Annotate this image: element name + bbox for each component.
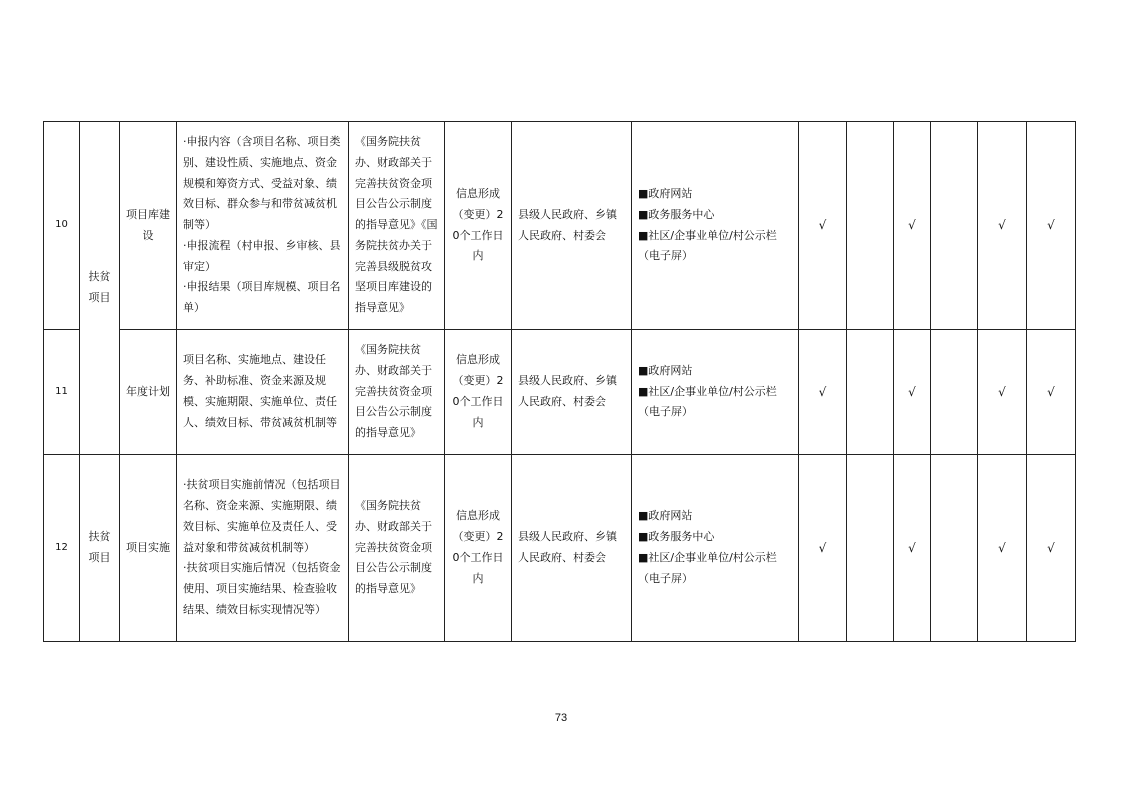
check-mark: √ xyxy=(978,330,1027,455)
check-mark: √ xyxy=(894,122,931,330)
item-cell: 年度计划 xyxy=(120,330,177,455)
item-cell: 项目实施 xyxy=(120,455,177,642)
content-cell xyxy=(177,455,349,642)
table-row xyxy=(44,455,1076,642)
time-cell: 信息形成（变更）20个工作日内 xyxy=(445,455,512,642)
row-number: 11 xyxy=(44,330,80,455)
channel-item: ■政府网站 xyxy=(638,363,693,377)
content-line: 项目名称、实施地点、建设任务、补助标准、资金来源及规模、实施期限、实施单位、责任人、绩效目标、带贫减贫机制等 xyxy=(183,353,337,429)
check-mark xyxy=(931,455,978,642)
check-mark: √ xyxy=(1027,455,1076,642)
subject-cell: 县级人民政府、乡镇人民政府、村委会 xyxy=(512,330,632,455)
table-row xyxy=(44,330,1076,455)
table-row xyxy=(44,122,1076,330)
basis-cell: 《国务院扶贫办、财政部关于完善扶贫资金项目公告公示制度的指导意见》 xyxy=(349,455,445,642)
check-mark: √ xyxy=(894,455,931,642)
subject-cell: 县级人民政府、乡镇人民政府、村委会 xyxy=(512,122,632,330)
channels-cell xyxy=(632,455,799,642)
content-cell xyxy=(177,330,349,455)
subject-cell: 县级人民政府、乡镇人民政府、村委会 xyxy=(512,455,632,642)
check-mark xyxy=(847,330,894,455)
time-cell: 信息形成（变更）20个工作日内 xyxy=(445,330,512,455)
channel-item: ■社区/企事业单位/村公示栏（电子屏） xyxy=(638,228,777,263)
content-line: ·扶贫项目实施前情况（包括项目名称、资金来源、实施期限、绩效目标、实施单位及责任人、受益对象和带贫减贫机制等） xyxy=(183,478,341,554)
check-mark: √ xyxy=(894,330,931,455)
check-mark: √ xyxy=(799,455,847,642)
content-cell xyxy=(177,122,349,330)
check-mark: √ xyxy=(978,122,1027,330)
channel-item: ■政务服务中心 xyxy=(638,207,715,221)
item-cell: 项目库建设 xyxy=(120,122,177,330)
basis-cell: 《国务院扶贫办、财政部关于完善扶贫资金项目公告公示制度的指导意见》《国务院扶贫办关于完善县级脱贫攻坚项目库建设的指导意见》 xyxy=(349,122,445,330)
content-line: ·申报结果（项目库规模、项目名单） xyxy=(183,280,341,315)
check-mark xyxy=(931,330,978,455)
category-cell: 扶贫项目 xyxy=(80,122,120,455)
category-cell: 扶贫项目 xyxy=(80,455,120,642)
channel-item: ■政府网站 xyxy=(638,509,693,523)
channels-cell xyxy=(632,122,799,330)
channels-cell xyxy=(632,330,799,455)
row-number: 10 xyxy=(44,122,80,330)
check-mark xyxy=(931,122,978,330)
check-mark: √ xyxy=(799,330,847,455)
page-number: 73 xyxy=(554,712,568,724)
disclosure-table xyxy=(43,121,1076,642)
check-mark xyxy=(847,455,894,642)
check-mark: √ xyxy=(1027,330,1076,455)
check-mark xyxy=(847,122,894,330)
content-line: ·申报内容（含项目名称、项目类别、建设性质、实施地点、资金规模和筹资方式、受益对象、绩效目标、群众参与和带贫减贫机制等） xyxy=(183,134,341,232)
check-mark: √ xyxy=(799,122,847,330)
check-mark: √ xyxy=(1027,122,1076,330)
time-cell: 信息形成（变更）20个工作日内 xyxy=(445,122,512,330)
channel-item: ■政府网站 xyxy=(638,186,693,200)
row-number: 12 xyxy=(44,455,80,642)
content-line: ·申报流程（村申报、乡审核、县审定） xyxy=(183,238,341,273)
basis-cell: 《国务院扶贫办、财政部关于完善扶贫资金项目公告公示制度的指导意见》 xyxy=(349,330,445,455)
check-mark: √ xyxy=(978,455,1027,642)
channel-item: ■政务服务中心 xyxy=(638,530,715,544)
channel-item: ■社区/企事业单位/村公示栏（电子屏） xyxy=(638,384,777,419)
content-line: ·扶贫项目实施后情况（包括资金使用、项目实施结果、检查验收结果、绩效目标实现情况等） xyxy=(183,561,341,616)
channel-item: ■社区/企事业单位/村公示栏（电子屏） xyxy=(638,551,777,585)
